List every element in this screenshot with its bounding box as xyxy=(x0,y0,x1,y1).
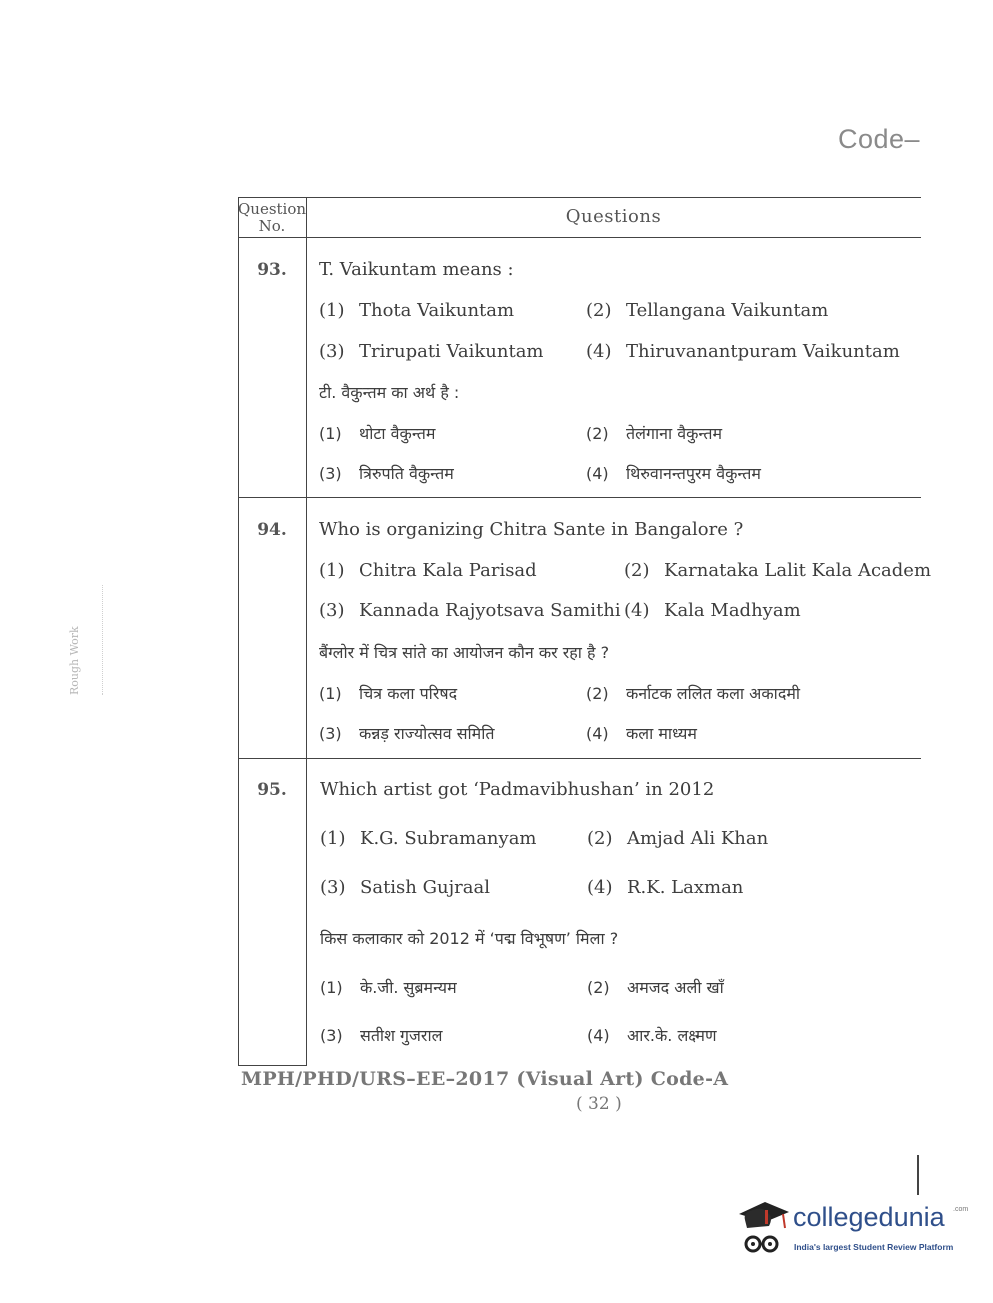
option-hi-2: (2) अमजद अली खाँ xyxy=(587,978,724,997)
collegedunia-logo xyxy=(735,1198,969,1258)
option-hi-3: (3) त्रिरुपति वैकुन्तम xyxy=(319,464,454,483)
table-top-rule xyxy=(238,197,921,198)
question-number: 93. xyxy=(257,260,287,280)
option-hi-2: (2) तेलंगाना वैकुन्तम xyxy=(586,424,723,443)
option-hi-2: (2) कर्नाटक ललित कला अकादमी xyxy=(586,684,801,703)
question-text-en: Who is organizing Chitra Sante in Bangalore ? xyxy=(319,519,744,540)
question-text-en: T. Vaikuntam means : xyxy=(319,259,514,280)
option-en-1: (1) K.G. Subramanyam xyxy=(320,828,537,849)
question-number: 94. xyxy=(257,520,287,540)
table-bottom-rule xyxy=(238,1065,306,1066)
row-divider-94 xyxy=(238,758,921,759)
option-en-1: (1) Chitra Kala Parisad xyxy=(319,560,537,581)
page-number: ( 32 ) xyxy=(576,1094,622,1114)
side-stamp: Rough Work xyxy=(68,585,103,695)
question-text-hi: किस कलाकार को 2012 में ‘पद्म विभूषण’ मिला ? xyxy=(320,929,619,948)
option-hi-3: (3) सतीश गुजराल xyxy=(320,1026,443,1045)
row-divider-93 xyxy=(238,497,921,498)
logo-tagline: India's largest Student Review Platform xyxy=(794,1242,954,1252)
option-en-3: (3) Kannada Rajyotsava Samithi xyxy=(319,600,621,621)
header-questions: Questions xyxy=(565,206,662,227)
logo-dotcom: .com xyxy=(953,1206,969,1213)
logo-wordmark: collegedunia xyxy=(793,1202,945,1232)
option-hi-3: (3) कन्नड़ राज्योत्सव समिति xyxy=(319,724,495,743)
question-number: 95. xyxy=(257,780,287,800)
footer-code: MPH/PHD/URS–EE–2017 (Visual Art) Code-A xyxy=(241,1068,729,1090)
question-table xyxy=(238,197,932,1066)
option-en-1: (1) Thota Vaikuntam xyxy=(319,300,515,321)
header-rule xyxy=(238,237,921,238)
header-question-no: Question No. xyxy=(238,200,307,235)
option-en-2: (2) Amjad Ali Khan xyxy=(587,828,769,849)
option-hi-1: (1) थोटा वैकुन्तम xyxy=(319,424,436,443)
option-hi-4: (4) कला माध्यम xyxy=(586,724,697,743)
question-text-en: Which artist got ‘Padmavibhushan’ in 2012 xyxy=(320,779,715,800)
scan-mark xyxy=(917,1155,919,1195)
option-hi-4: (4) थिरुवानन्तपुरम वैकुन्तम xyxy=(586,464,761,483)
option-hi-4: (4) आर.के. लक्ष्मण xyxy=(587,1026,717,1045)
code-label: Code– xyxy=(838,124,921,154)
option-en-2: (2) Tellangana Vaikuntam xyxy=(586,300,829,321)
option-en-4: (4) R.K. Laxman xyxy=(587,877,744,898)
qno-column-rule xyxy=(306,197,307,1066)
question-text-hi: बैंग्लोर में चित्र सांते का आयोजन कौन कर रहा है ? xyxy=(319,643,610,662)
question-text-hi: टी. वैकुन्तम का अर्थ है : xyxy=(319,383,460,402)
option-en-3: (3) Satish Gujraal xyxy=(320,877,490,898)
option-hi-1: (1) के.जी. सुब्रमन्यम xyxy=(320,978,457,997)
option-hi-1: (1) चित्र कला परिषद xyxy=(319,684,458,703)
option-en-4: (4) Kala Madhyam xyxy=(624,600,801,621)
mascot-icon xyxy=(735,1198,793,1258)
table-left-rule xyxy=(238,197,239,1066)
option-en-3: (3) Trirupati Vaikuntam xyxy=(319,341,544,362)
option-en-2: (2) Karnataka Lalit Kala Academ xyxy=(624,560,932,581)
option-en-4: (4) Thiruvanantpuram Vaikuntam xyxy=(586,341,900,362)
